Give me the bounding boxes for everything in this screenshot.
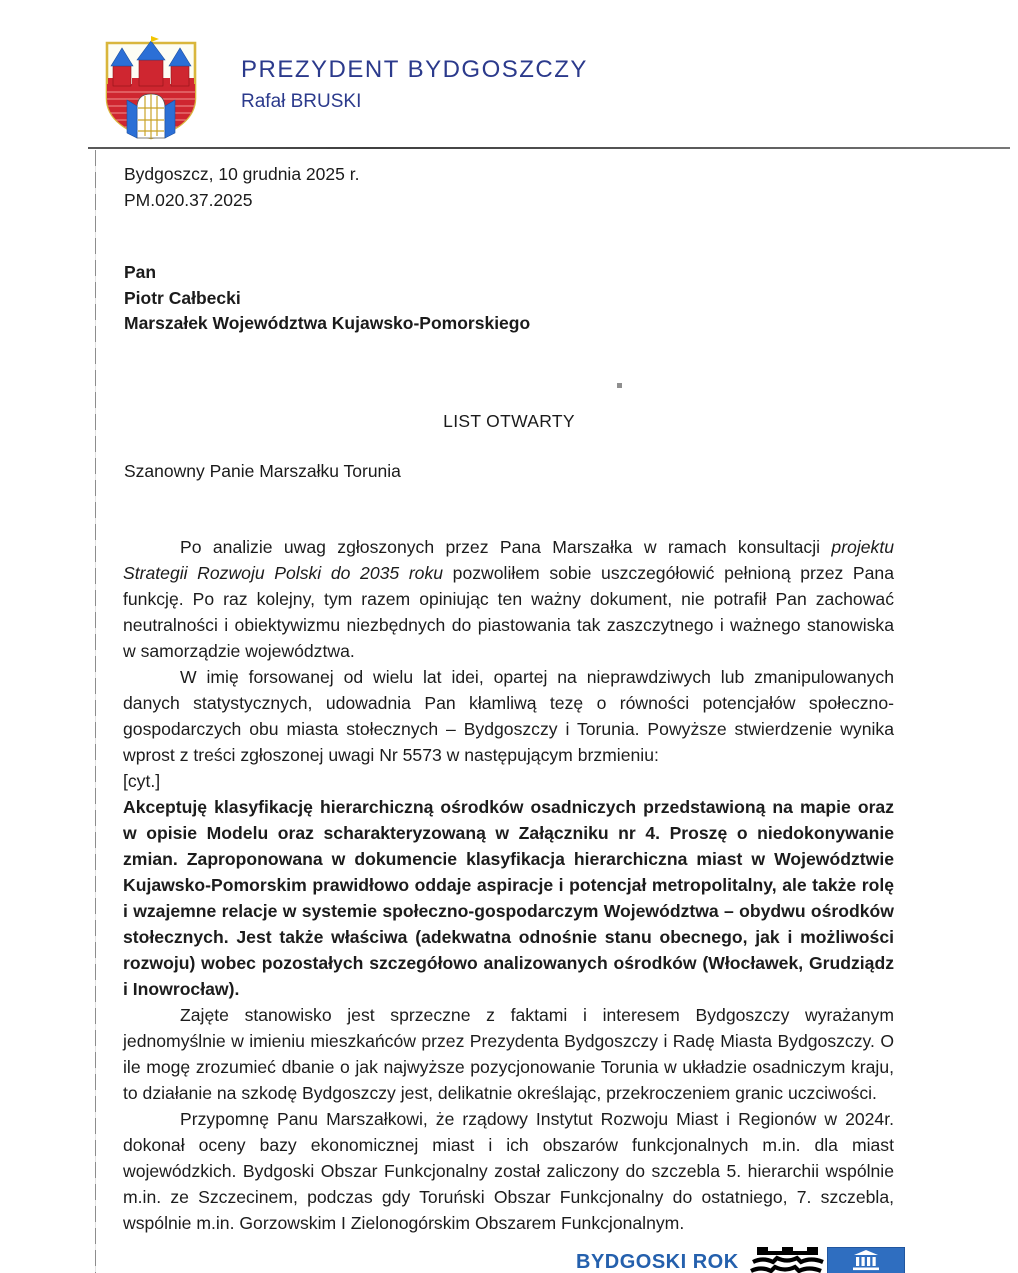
paragraph-1 — [123, 534, 894, 664]
salutation: Szanowny Panie Marszałku Torunia — [124, 461, 401, 481]
bydgoszcz-battlement-waves-icon — [743, 1247, 835, 1273]
paragraph-2: W imię forsowanej od wielu lat idei, opartej na nieprawdziwych lub zmanipulowanych danych statystycznych, udowadnia Pan kłamliwą tezę o równości potencjałów społeczno-gospodarczych obu miasta stołecznych – Bydgoszczy i Torunia. Powyższe stwierdzenie wynika wprost z treści zgłoszonej uwagi Nr 5573 w następującym brzmieniu: — [123, 667, 894, 765]
reference-number: PM.020.37.2025 — [124, 190, 253, 210]
paragraph-5: Przypomnę Panu Marszałkowi, że rządowy Instytut Rozwoju Miast i Regionów w 2024r. dokonał oceny bazy ekonomicznej miast i ich obszarów funkcjonalnych m.in. dla miast wojewódzkich. Bydgoski Obszar Funkcjonalny został zaliczony do szczebla 5. hierarchii wspólnie m.in. ze Szczecinem, podczas gdy Toruński Obszar Funkcjonalny do ostatniego, 7. szczebla, wspólnie m.in. Gorzowskim I Zielonogórskim Obszarem Funkcjonalnym. — [123, 1109, 894, 1233]
footer-partial-text: BYDGOSKI ROK — [576, 1251, 739, 1273]
bydgoszcz-coat-of-arms-icon — [99, 36, 203, 142]
recipient-honorific: Pan — [124, 262, 157, 282]
letterhead-text — [241, 56, 588, 113]
recipient-title: Marszałek Województwa Kujawsko-Pomorskiego — [124, 313, 531, 333]
recipient-block — [124, 260, 530, 337]
citation-marker: [cyt.] — [123, 771, 161, 791]
official-name: Rafał BRUSKI — [241, 91, 362, 112]
date-block — [124, 161, 359, 213]
date-line: Bydgoszcz, 10 grudnia 2025 r. — [124, 164, 360, 184]
paragraph-1-italic-title: projektu Strategii Rozwoju Polski do 2035 roku — [123, 537, 894, 583]
letterhead — [99, 36, 588, 142]
paragraph-4: Zajęte stanowisko jest sprzeczne z faktami i interesem Bydgoszczy wyrażanym jednomyślnie w imieniu mieszkańców przez Prezydenta Bydgoszczy i Radę Miasta Bydgoszczy. O ile mogę zrozumieć dbanie o jak najwyższe pozycjonowanie Torunia w układzie osadniczym kraju, to działanie na szkodę Bydgoszczy jest, delikatnie określając, przekroczeniem granic uczciwości. — [123, 1005, 894, 1103]
left-margin-scan-line — [95, 150, 96, 1273]
office-title: PREZYDENT BYDGOSZCZY — [241, 56, 588, 83]
paragraph-1-start: Po analizie uwag zgłoszonych przez Pana Marszałka w ramach konsultacji — [180, 537, 832, 557]
recipient-name: Piotr Całbecki — [124, 287, 241, 308]
letter-title: LIST OTWARTY — [443, 411, 575, 431]
header-divider-rule — [88, 147, 1010, 149]
paragraph-1-rest: pozwoliłem sobie uszczegółowić pełnioną przez Pana funkcję. Po raz kolejny, tym razem opiniując ten ważny dokument, nie potrafił Pan zachować neutralności i obiektywizmu niezbędnych do piastowania tak zaszczytnego i ważnego stanowiska w samorządzie województwa. — [123, 563, 894, 661]
scan-artifact-dot — [617, 383, 622, 388]
quoted-remark: Akceptuję klasyfikację hierarchiczną ośrodków osadniczych przedstawioną na mapie oraz w opisie Modelu oraz scharakteryzowaną w Załączniku nr 4. Proszę o niedokonywanie zmian. Zaproponowana w dokumencie klasyfikacja hierarchiczna miast w Województwie Kujawsko-Pomorskim prawidłowo oddaje aspiracje i potencjał metropolitalny, ale także rolę i wzajemne relacje w systemie społeczno-gospodarczym Województwa – obydwu ośrodków stołecznych. Jest także właściwa (adekwatna odnośnie stanu obecnego, jak i możliwości rozwoju) wobec pozostałych szczegółowo analizowanych ośrodków (Włocławek, Grudziądz i Inowrocław). — [123, 797, 894, 999]
unesco-temple-icon — [827, 1247, 905, 1273]
letter-body — [123, 534, 894, 1236]
